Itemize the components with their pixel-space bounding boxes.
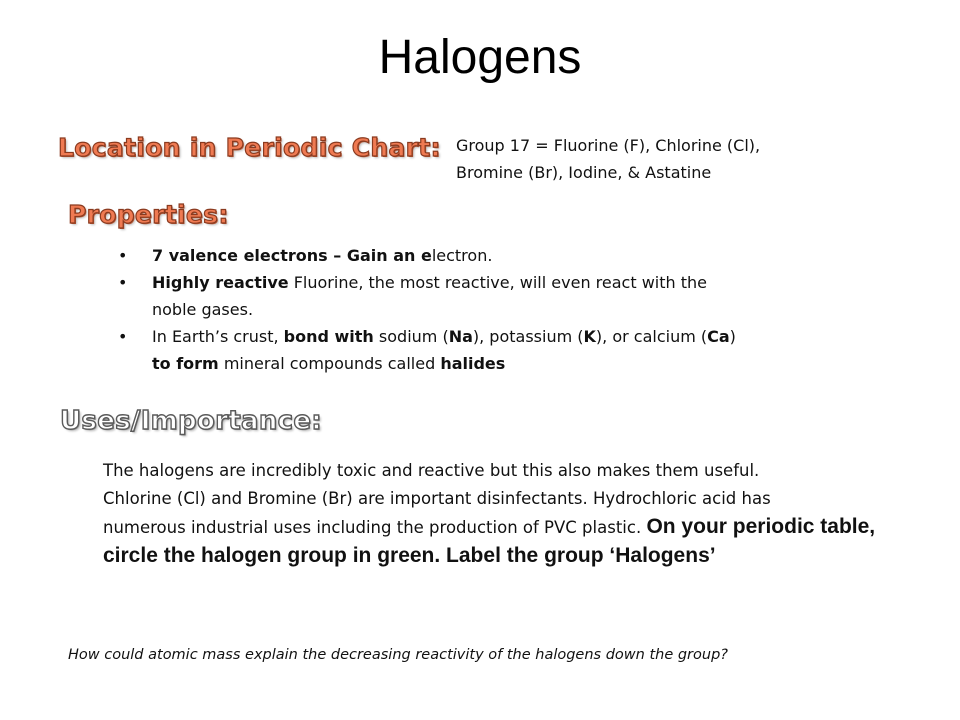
- property-item-crust: [118, 323, 858, 377]
- group-description: [456, 132, 760, 186]
- location-heading: Location in Periodic Chart:: [58, 133, 441, 162]
- properties-list: [118, 242, 858, 377]
- property-text: mineral compounds called: [218, 354, 441, 373]
- property-bold-text: to form: [152, 354, 219, 373]
- uses-instruction: On your periodic table, circle the halogen group in green. Label the group ‘Halogens’: [103, 515, 876, 567]
- property-item-reactive: [118, 269, 858, 323]
- group-line-1: Group 17 = Fluorine (F), Chlorine (Cl),: [456, 136, 761, 155]
- property-text: ), potassium (: [472, 327, 584, 346]
- uses-line-1: The halogens are incredibly toxic and reactive but this also makes them useful.: [103, 461, 760, 480]
- uses-paragraph: [103, 457, 903, 571]
- properties-heading: Properties:: [68, 200, 229, 229]
- uses-line-3: numerous industrial uses including the production of PVC plastic.: [103, 518, 647, 537]
- property-text: In Earth’s crust,: [152, 327, 284, 346]
- property-bold-text: 7 valence electrons – Gain an e: [152, 246, 432, 265]
- property-text: lectron.: [431, 246, 493, 265]
- element-symbol-ca: Ca: [707, 327, 730, 346]
- slide-title: Halogens: [378, 31, 582, 84]
- property-text: sodium (: [373, 327, 449, 346]
- element-symbol-k: K: [583, 327, 596, 346]
- property-text: Fluorine, the most reactive, will even react with the: [288, 273, 707, 292]
- group-line-2: Bromine (Br), Iodine, & Astatine: [456, 163, 712, 182]
- property-bold-text: Highly reactive: [152, 273, 289, 292]
- bullet-icon: •: [118, 273, 128, 292]
- property-text: noble gases.: [152, 300, 254, 319]
- property-item-valence: [118, 242, 858, 269]
- halides-term: halides: [440, 354, 506, 373]
- reflection-question: How could atomic mass explain the decreasing reactivity of the halogens down the group?: [68, 647, 728, 663]
- uses-heading: Uses/Importance:: [60, 406, 322, 436]
- property-text: ), or calcium (: [595, 327, 708, 346]
- bullet-icon: •: [118, 327, 128, 346]
- element-symbol-na: Na: [448, 327, 473, 346]
- uses-line-2: Chlorine (Cl) and Bromine (Br) are important disinfectants. Hydrochloric acid has: [103, 489, 771, 508]
- bullet-icon: •: [118, 246, 128, 265]
- property-bold-text: bond with: [283, 327, 374, 346]
- property-text: ): [729, 327, 736, 346]
